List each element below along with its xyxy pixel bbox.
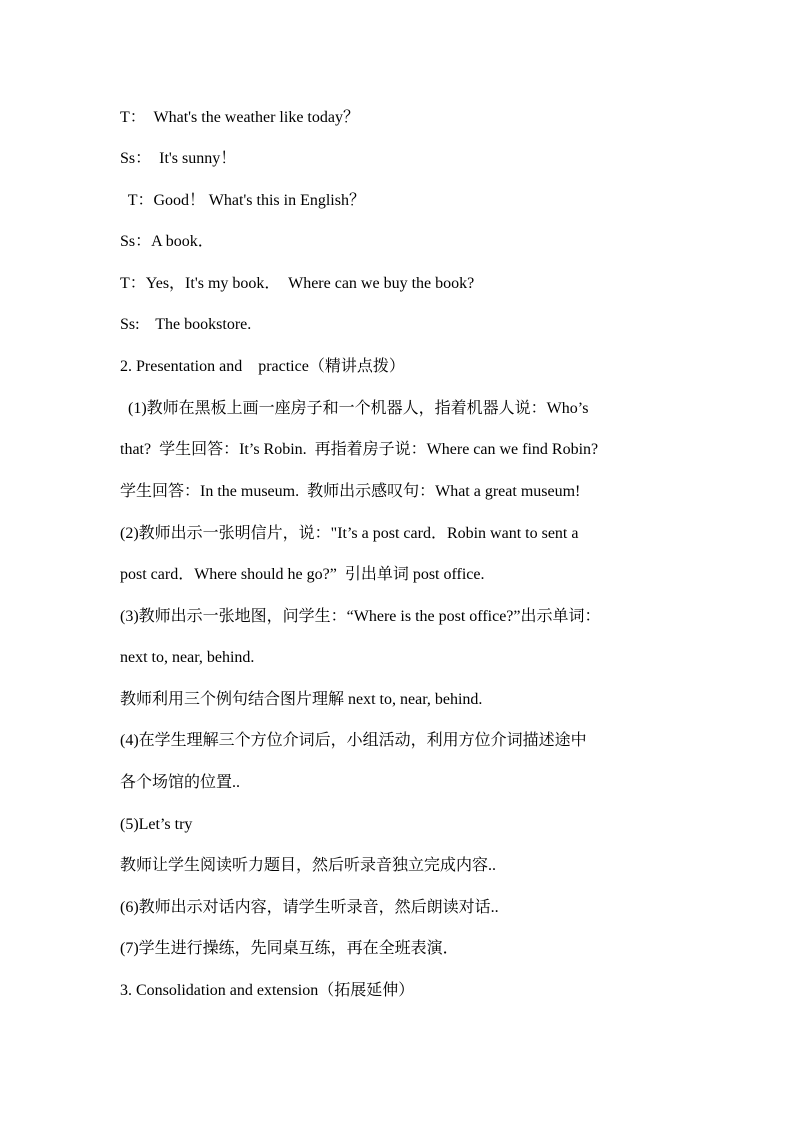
step-1-line-3: 学生回答：In the museum. 教师出示感叹句：What a great museum! bbox=[120, 483, 581, 500]
section-heading-consolidation: 3. Consolidation and extension（拓展延伸） bbox=[120, 982, 415, 999]
step-3-line-3: 教师利用三个例句结合图片理解 next to, near, behind. bbox=[120, 691, 483, 708]
dialogue-line-students-sunny: Ss： It's sunny！ bbox=[120, 150, 237, 167]
step-3-line-2: next to, near, behind. bbox=[120, 649, 255, 666]
section-heading-presentation: 2. Presentation and practice（精讲点拨） bbox=[120, 358, 405, 375]
step-6-line-1: (6)教师出示对话内容，请学生听录音，然后朗读对话.. bbox=[120, 899, 499, 916]
step-7-line-1: (7)学生进行操练，先同桌互练，再在全班表演． bbox=[120, 940, 459, 957]
dialogue-line-students-book: Ss：A book． bbox=[120, 233, 214, 250]
step-1-line-2: that? 学生回答：It’s Robin. 再指着房子说：Where can we find Robin? bbox=[120, 441, 599, 458]
dialogue-line-students-bookstore: Ss: The bookstore. bbox=[120, 316, 252, 333]
step-4-line-2: 各个场馆的位置.. bbox=[120, 774, 241, 791]
dialogue-line-teacher-weather: T： What's the weather like today？ bbox=[120, 109, 359, 126]
step-3-line-1: (3)教师出示一张地图，问学生：“Where is the post office?”出示单词： bbox=[120, 608, 601, 625]
step-5-line-1: 教师让学生阅读听力题目，然后听录音独立完成内容.. bbox=[120, 857, 497, 874]
step-2-line-2: post card．Where should he go?” 引出单词 post office. bbox=[120, 566, 485, 583]
step-2-line-1: (2)教师出示一张明信片，说："It’s a post card．Robin want to sent a bbox=[120, 525, 579, 542]
step-4-line-1: (4)在学生理解三个方位介词后，小组活动，利用方位介词描述途中 bbox=[120, 732, 587, 749]
dialogue-line-teacher-english: T：Good！ What's this in English？ bbox=[120, 192, 365, 209]
step-5-heading: (5)Let’s try bbox=[120, 816, 193, 833]
step-1-line-1: (1)教师在黑板上画一座房子和一个机器人，指着机器人说：Who’s bbox=[120, 400, 589, 417]
dialogue-line-teacher-buy-book: T：Yes，It's my book． Where can we buy the book? bbox=[120, 275, 475, 292]
